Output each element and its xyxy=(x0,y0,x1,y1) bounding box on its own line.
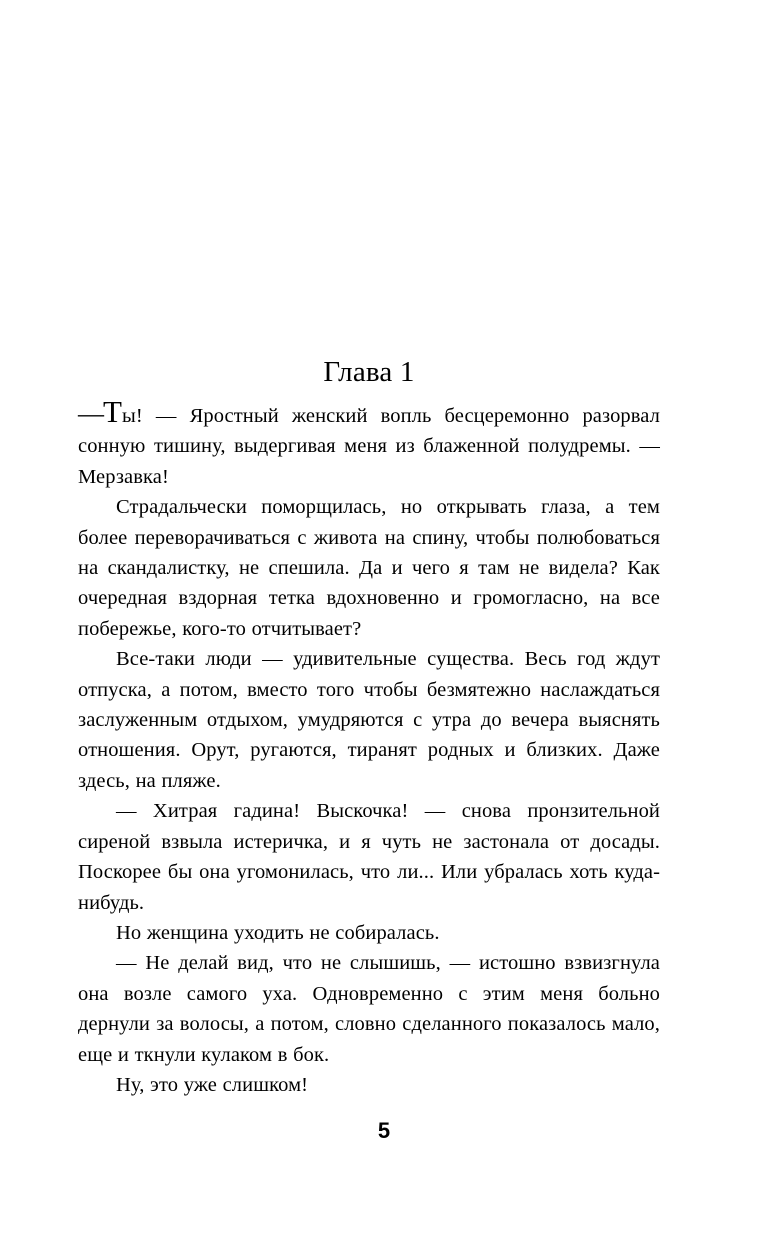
opening-em-dash: — xyxy=(78,399,103,428)
page-text-block xyxy=(78,355,660,1100)
drop-cap: Т xyxy=(103,394,123,429)
opening-word-remainder: ы! xyxy=(122,405,143,427)
page-number: 5 xyxy=(377,1118,391,1143)
paragraph-7: Ну, это уже слишком! xyxy=(116,1073,309,1096)
paragraph-2: Страдальчески поморщилась, но открывать глаза, а тем более переворачиваться с живота на спину, чтобы полюбоваться на скандалистку, не спешила. Да и чего я там не видела? Как очередная вздорная тетка вдохновенно и громогласно, на все побережье, кого-то отчитывает? xyxy=(78,496,660,640)
paragraph-opening xyxy=(78,394,660,492)
paragraph-3: Все-таки люди — удивительные существа. Весь год ждут отпуска, а потом, вместо того чтобы безмятежно наслаждаться заслуженным отдыхом, умудряются с утра до вечера выяснять отношения. Орут, ругаются, тиранят родных и близких. Даже здесь, на пляже. xyxy=(78,648,660,792)
paragraph-5: Но женщина уходить не собиралась. xyxy=(116,921,440,944)
paragraph-6: — Не делай вид, что не слышишь, — истошно взвизгнула она возле самого уха. Одновременно с этим меня больно дернули за волосы, а потом, словно сделанного показалось мало, еще и ткнули кулаком в бок. xyxy=(78,952,660,1066)
paragraph-4: — Хитрая гадина! Выскочка! — снова пронзительной сиреной взвыла истеричка, и я чуть не застонала от досады. Поскорее бы она угомонилась, что ли... Или убралась хоть куда-нибудь. xyxy=(78,800,660,914)
opening-paragraph-body: — Яростный женский вопль бесцеремонно разорвал сонную тишину, выдергивая меня из блаженной полудремы. — Мерзавка! xyxy=(78,405,660,488)
chapter-title: Глава 1 xyxy=(323,356,415,388)
